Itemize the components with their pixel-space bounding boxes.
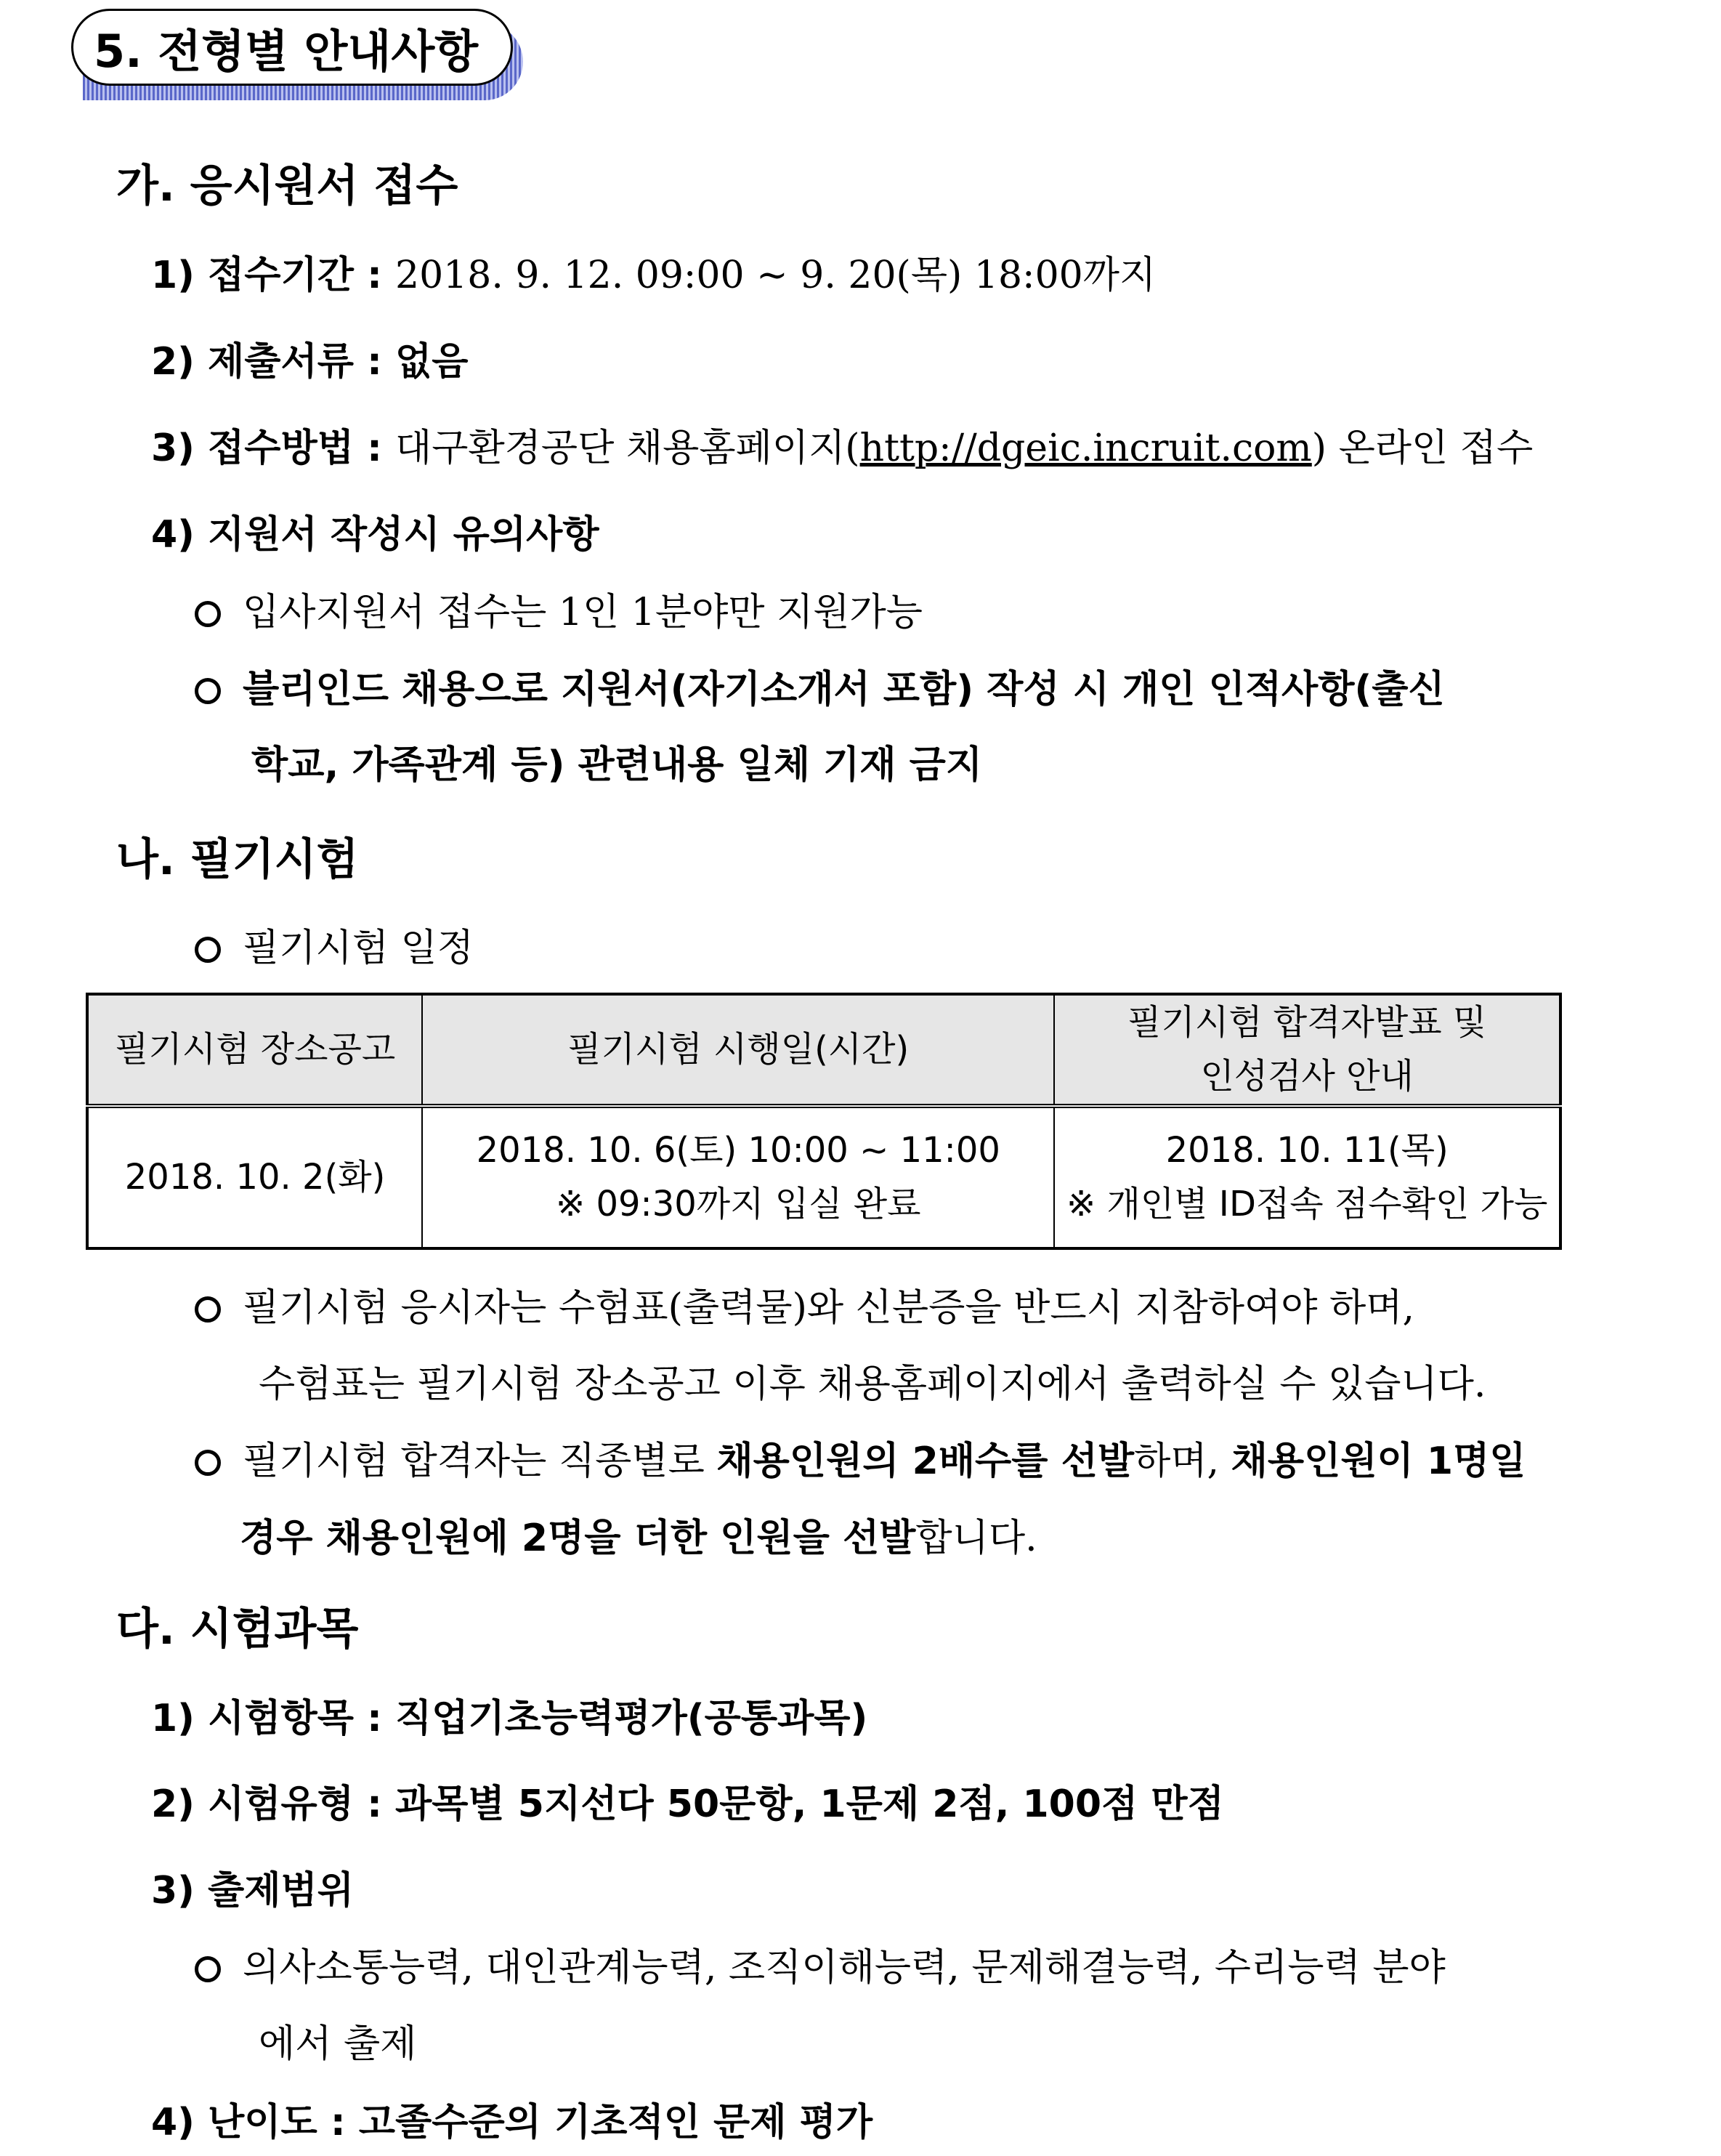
subjects-bullet-line-2: 에서 출제 — [259, 2022, 417, 2066]
note-2-part-c: 하며, — [1134, 1440, 1231, 1483]
note-2-line-2 — [240, 1507, 1037, 1562]
table-row — [87, 1106, 1560, 1248]
cell-venue-date: 2018. 10. 2(화) — [87, 1106, 422, 1248]
subjects-heading: 다. 시험과목 — [116, 1604, 359, 1655]
written-exam-schedule-label — [195, 917, 474, 972]
application-documents — [151, 331, 468, 385]
method-value-post: ) 온라인 접수 — [1311, 427, 1534, 470]
difficulty-label: 4) 난이도 : — [151, 2101, 359, 2144]
written-exam-schedule-table — [86, 993, 1562, 1250]
note-1-line-1: 필기시험 응시자는 수험표(출력물)와 신분증을 반드시 지참하여야 하며, — [243, 1286, 1415, 1330]
circle-bullet-icon — [195, 1450, 221, 1476]
period-value: 2018. 9. 12. 09:00 ~ 9. 20(목) 18:00까지 — [394, 254, 1157, 297]
recruit-homepage-link[interactable]: http://dgeic.incruit.com — [859, 427, 1312, 470]
written-exam-note-1 — [195, 1277, 1414, 1331]
schedule-label-text: 필기시험 일정 — [243, 926, 474, 970]
header-exam-date: 필기시험 시행일(시간) — [422, 994, 1054, 1106]
note-2-line-2-rest: 합니다. — [915, 1517, 1037, 1560]
section-title: 5. 전형별 안내사항 — [71, 9, 513, 86]
circle-bullet-icon — [195, 678, 221, 704]
circle-bullet-icon — [195, 1296, 221, 1323]
circle-bullet-icon — [195, 601, 221, 627]
note-1-line-2: 수험표는 필기시험 장소공고 이후 채용홈페이지에서 출력하실 수 있습니다. — [259, 1362, 1486, 1406]
result-date: 2018. 10. 11(목) — [1165, 1129, 1449, 1171]
result-check-note: ※ 개인별 ID접속 점수확인 가능 — [1066, 1184, 1548, 1225]
note-2-part-b: 채용인원의 2배수를 선발 — [716, 1440, 1135, 1483]
circle-bullet-icon — [195, 937, 221, 963]
subjects-item-2: 2) 시험유형 : 과목별 5지선다 50문항, 1문제 2점, 100점 만점 — [151, 1782, 1224, 1826]
difficulty-value: 고졸수준의 기초적인 문제 평가 — [358, 2101, 873, 2144]
exam-entry-note: ※ 09:30까지 입실 완료 — [556, 1184, 921, 1225]
period-label: 1) 접수기간 : — [151, 254, 395, 297]
written-exam-note-2 — [195, 1430, 1526, 1485]
method-label: 3) 접수방법 : — [151, 427, 395, 470]
subjects-item-4 — [151, 2091, 872, 2146]
method-value-pre: 대구환경공단 채용홈페이지( — [394, 427, 860, 470]
documents-value: 없음 — [394, 340, 469, 384]
section-title-tab — [71, 9, 525, 103]
note-2-part-d: 채용인원이 1명일 — [1231, 1440, 1526, 1483]
cell-exam-date — [422, 1106, 1054, 1248]
header-result-line-2: 인성검사 안내 — [1200, 1056, 1414, 1097]
header-result-line-1: 필기시험 합격자발표 및 — [1127, 1002, 1487, 1043]
table-header-row — [87, 994, 1560, 1106]
application-bullet-2 — [195, 658, 1445, 713]
bullet-2-line-2: 학교, 가족관계 등) 관련내용 일체 기재 금지 — [251, 743, 983, 787]
application-notes-heading: 4) 지원서 작성시 유의사항 — [151, 513, 599, 557]
application-bullet-1 — [195, 581, 923, 636]
documents-label: 2) 제출서류 : — [151, 340, 395, 384]
note-2-line-2-bold: 경우 채용인원에 2명을 더한 인원을 선발 — [240, 1517, 916, 1560]
application-heading: 가. 응시원서 접수 — [116, 161, 458, 211]
bullet-2-line-1: 블리인드 채용으로 지원서(자기소개서 포함) 작성 시 개인 인적사항(출신 — [243, 668, 1445, 711]
circle-bullet-icon — [195, 1956, 221, 1982]
header-result-announcement — [1054, 994, 1560, 1106]
written-exam-heading: 나. 필기시험 — [116, 834, 359, 885]
cell-result-date — [1054, 1106, 1560, 1248]
subjects-bullet — [195, 1937, 1446, 1991]
subjects-item-3: 3) 출제범위 — [151, 1869, 354, 1913]
application-period — [151, 244, 1156, 299]
header-venue-notice: 필기시험 장소공고 — [87, 994, 422, 1106]
application-method — [151, 417, 1533, 472]
exam-datetime: 2018. 10. 6(토) 10:00 ~ 11:00 — [476, 1129, 1000, 1171]
subjects-item-1: 1) 시험항목 : 직업기초능력평가(공통과목) — [151, 1697, 868, 1740]
bullet-1-text: 입사지원서 접수는 1인 1분야만 지원가능 — [243, 591, 923, 634]
subjects-bullet-line-1: 의사소통능력, 대인관계능력, 조직이해능력, 문제해결능력, 수리능력 분야 — [243, 1946, 1446, 1990]
note-2-part-a: 필기시험 합격자는 직종별로 — [243, 1440, 717, 1483]
